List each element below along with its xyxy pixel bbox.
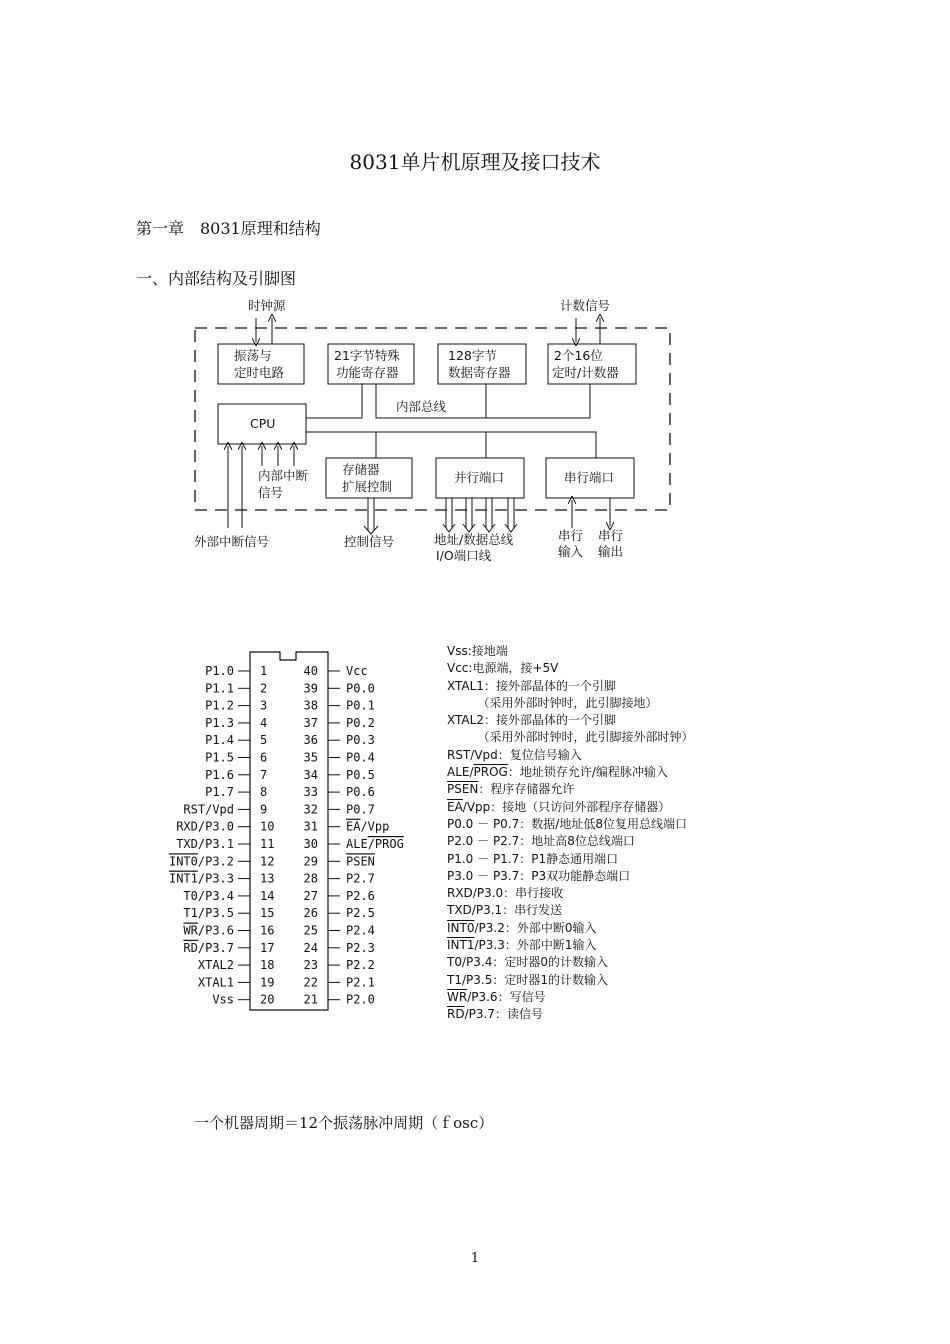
pin-name-left: TXD/P3.1 [176, 837, 234, 851]
pin-name-left: T1/P3.5 [183, 906, 234, 921]
pin-name-right: P0.6 [346, 785, 375, 800]
pin-number-left: 19 [260, 975, 275, 990]
pin-number-left: 5 [260, 733, 268, 748]
pin-legend [447, 643, 694, 1024]
pin-name-left: P1.0 [205, 664, 234, 678]
pin-number-left: 4 [260, 715, 268, 730]
pin-number-right: 35 [303, 750, 318, 765]
serial-port-label: 串行端口 [564, 470, 615, 485]
internal-int-label-2: 信号 [258, 485, 284, 500]
pin-number-left: 1 [260, 664, 268, 678]
legend-line: T0/P3.4：定时器0的计数输入 [447, 955, 608, 970]
ram-label-2: 数据寄存器 [448, 365, 511, 380]
pin-name-right: P2.6 [346, 888, 375, 903]
pin-name-left: P1.4 [205, 733, 234, 748]
pinout-diagram [160, 648, 440, 1018]
pin-number-right: 27 [303, 888, 318, 903]
pin-number-right: 26 [303, 906, 318, 921]
pin-number-left: 3 [260, 698, 268, 713]
pin-name-left: XTAL1 [197, 975, 234, 990]
addr-bus-label-2: I/O端口线 [436, 548, 492, 563]
pin-name-left: P1.3 [205, 715, 234, 730]
pin-name-left: RXD/P3.0 [176, 819, 234, 834]
legend-line: TXD/P3.1：串行发送 [447, 903, 563, 918]
pin-name-left: P1.7 [205, 785, 234, 800]
pin-name-right: P0.1 [346, 698, 375, 713]
pin-name-right: PSEN [346, 854, 375, 869]
cpu-label: CPU [250, 416, 276, 431]
pin-name-right: P2.2 [346, 958, 375, 973]
external-int-label: 外部中断信号 [194, 534, 270, 549]
legend-line: （采用外部时钟时，此引脚接外部时钟） [447, 730, 694, 745]
legend-line: INT1/P3.3：外部中断1输入 [447, 938, 597, 953]
sfr-label-2: 功能寄存器 [336, 365, 399, 380]
pin-number-left: 11 [260, 837, 275, 851]
control-signal-label: 控制信号 [344, 534, 395, 549]
pin-name-right: EA/Vpp [346, 819, 390, 834]
osc-label-1: 振荡与 [234, 348, 272, 363]
pin-number-right: 23 [303, 958, 318, 973]
legend-line: P0.0 － P0.7：数据/地址低8位复用总线端口 [447, 816, 687, 831]
pin-number-left: 12 [260, 854, 275, 869]
serial-in-label-2: 输入 [558, 544, 584, 559]
pin-name-right: P0.7 [346, 802, 375, 817]
machine-cycle-note: 一个机器周期＝12个振荡脉冲周期（ｆosc） [194, 1114, 494, 1132]
osc-label-2: 定时电路 [234, 365, 285, 380]
pin-number-right: 40 [303, 664, 318, 678]
pin-number-right: 24 [303, 940, 318, 955]
legend-line: $\overline{WR}/P3.6$：写信号 [447, 989, 546, 1004]
pin-number-left: 10 [260, 819, 275, 834]
block-diagram [170, 290, 690, 575]
legend-line: P3.0 － P3.7：P3双功能静态端口 [447, 868, 631, 883]
document-title: 8031单片机原理及接口技术 [349, 150, 601, 174]
internal-int-label-1: 内部中断 [258, 468, 309, 483]
pin-name-left: RST/Vpd [183, 802, 234, 817]
mem-label-2: 扩展控制 [342, 479, 393, 494]
legend-line: （采用外部时钟时，此引脚接地） [447, 695, 658, 710]
pin-name-left: INT0/P3.2 [168, 854, 234, 869]
pin-number-right: 36 [303, 733, 318, 748]
pin-name-right: P2.0 [346, 992, 375, 1007]
pin-number-right: 25 [303, 923, 318, 938]
pin-name-right: P0.4 [346, 750, 375, 765]
pin-number-right: 33 [303, 785, 318, 800]
pin-name-left: RD/P3.7 [183, 940, 234, 955]
pin-number-right: 28 [303, 871, 318, 886]
pin-name-right: P0.3 [346, 733, 375, 748]
pin-number-left: 8 [260, 785, 268, 800]
pin-name-left: P1.1 [205, 681, 234, 696]
pin-name-right: P0.0 [346, 681, 375, 696]
pin-number-right: 22 [303, 975, 318, 990]
pin-number-right: 37 [303, 715, 318, 730]
chapter-heading: 第一章 8031原理和结构 [136, 219, 321, 238]
pin-name-right: P2.7 [346, 871, 375, 886]
pin-name-left: P1.5 [205, 750, 234, 765]
serial-out-label-2: 输出 [598, 544, 624, 559]
pin-name-left: XTAL2 [197, 958, 234, 973]
pin-number-left: 13 [260, 871, 275, 886]
page-number: 1 [470, 1251, 480, 1266]
pin-number-left: 16 [260, 923, 275, 938]
pin-name-right: P0.5 [346, 767, 375, 782]
pin-name-left: P1.6 [205, 767, 234, 782]
pin-number-right: 29 [303, 854, 318, 869]
legend-line: RST/Vpd：复位信号输入 [447, 747, 582, 762]
pin-number-left: 17 [260, 940, 275, 955]
timer-label-1: 2个16位 [554, 348, 603, 363]
pin-number-right: 39 [303, 681, 318, 696]
pin-name-left: T0/P3.4 [183, 888, 234, 903]
parallel-port-label: 并行端口 [454, 470, 505, 485]
pin-number-right: 34 [303, 767, 318, 782]
pin-name-right: P2.4 [346, 923, 375, 938]
sfr-label-1: 21字节特殊 [334, 348, 400, 363]
pin-number-left: 9 [260, 802, 268, 817]
pin-name-left: Vss [212, 992, 234, 1007]
pin-number-left: 7 [260, 767, 268, 782]
pin-number-right: 31 [303, 819, 318, 834]
pin-number-left: 14 [260, 888, 275, 903]
pin-number-left: 15 [260, 906, 275, 921]
legend-line: T1/P3.5：定时器1的计数输入 [447, 972, 608, 987]
serial-out-label-1: 串行 [598, 528, 624, 543]
ram-label-1: 128字节 [448, 348, 497, 363]
pin-name-right: P0.2 [346, 715, 375, 730]
timer-label-2: 定时/计数器 [552, 365, 619, 380]
legend-line: P2.0 － P2.7：地址高8位总线端口 [447, 834, 635, 849]
pin-name-left: WR/P3.6 [183, 923, 234, 938]
pin-number-left: 20 [260, 992, 275, 1007]
pin-name-right: P2.1 [346, 975, 375, 990]
serial-in-label-1: 串行 [558, 528, 584, 543]
legend-line: Vss:接地端 [447, 644, 508, 658]
pin-name-right: ALE/PROG [346, 837, 404, 851]
pin-name-right: P2.5 [346, 906, 375, 921]
pin-number-right: 21 [303, 992, 318, 1007]
count-signal-label: 计数信号 [560, 298, 611, 313]
pin-number-left: 2 [260, 681, 268, 696]
legend-line: Vcc:电源端，接+5V [447, 661, 559, 676]
legend-line: $\overline{EA}$/Vpp：接地（只访问外部程序存储器） [447, 799, 671, 814]
pin-name-left: INT1/P3.3 [168, 871, 234, 886]
legend-line: $\overline{RD}/P3.7$：读信号 [447, 1007, 543, 1022]
internal-bus-label: 内部总线 [396, 399, 447, 414]
legend-line: ALE/PROG：地址锁存允许/编程脉冲输入 [447, 765, 668, 780]
legend-line: XTAL2：接外部晶体的一个引脚 [447, 713, 616, 728]
section-heading: 一、内部结构及引脚图 [136, 269, 297, 288]
legend-line: PSEN：程序存储器允许 [447, 782, 575, 797]
legend-line: RXD/P3.0：串行接收 [447, 886, 564, 901]
legend-line: P1.0 － P1.7：P1静态通用端口 [447, 851, 619, 866]
pin-number-right: 38 [303, 698, 318, 713]
pin-number-left: 6 [260, 750, 268, 765]
pin-name-right: P2.3 [346, 940, 375, 955]
legend-line: XTAL1：接外部晶体的一个引脚 [447, 678, 616, 693]
mem-label-1: 存储器 [342, 462, 380, 477]
legend-line: INT0/P3.2：外部中断0输入 [447, 920, 597, 935]
pin-name-right: Vcc [346, 664, 368, 678]
addr-bus-label-1: 地址/数据总线 [434, 532, 514, 547]
clock-source-label: 时钟源 [248, 298, 286, 313]
pin-number-right: 30 [303, 837, 318, 851]
pin-number-right: 32 [303, 802, 318, 817]
pin-name-left: P1.2 [205, 698, 234, 713]
pin-number-left: 18 [260, 958, 275, 973]
